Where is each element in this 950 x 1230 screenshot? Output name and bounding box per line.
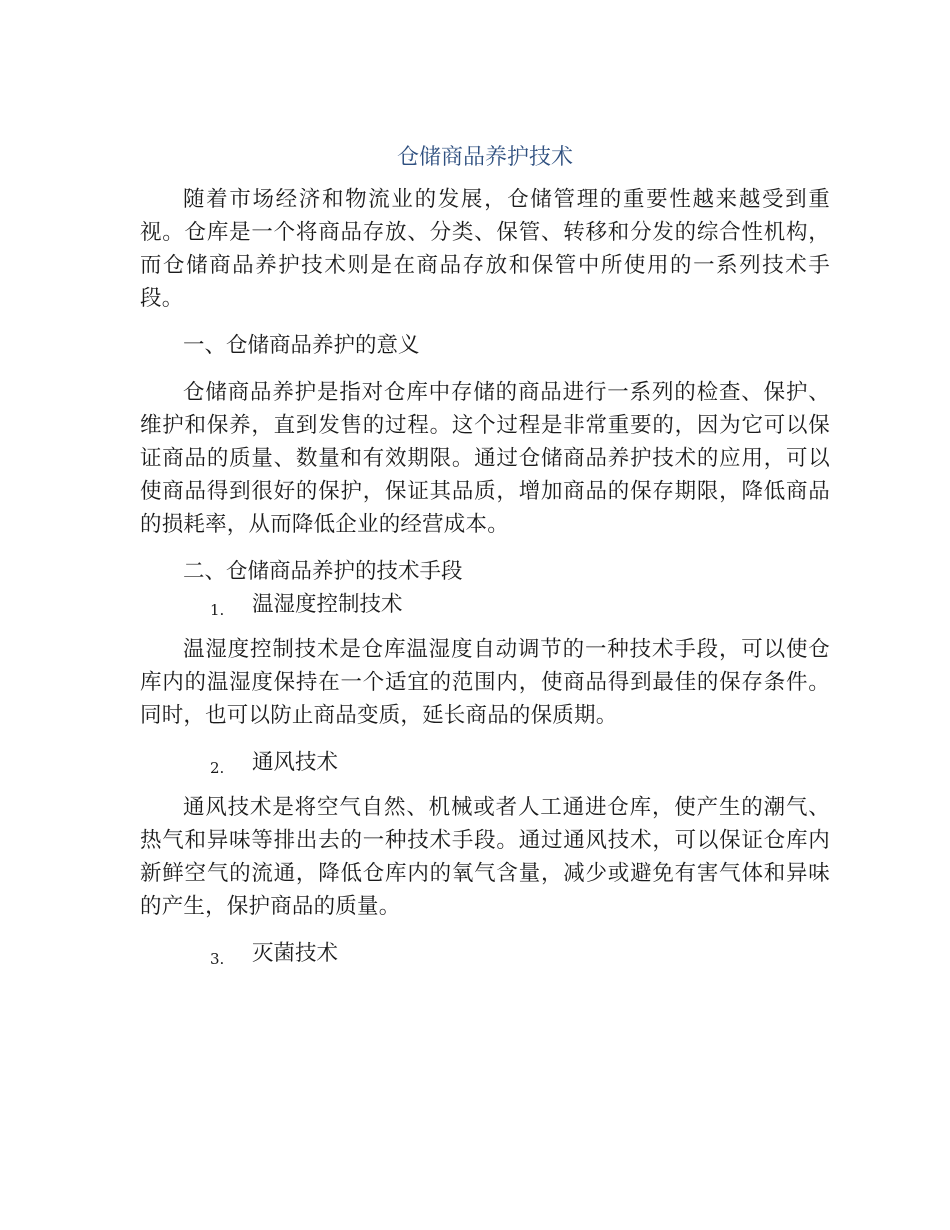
section-2-heading: 二、仓储商品养护的技术手段	[183, 559, 463, 584]
list-item-2-label: 通风技术	[252, 750, 339, 775]
list-item-3	[140, 937, 830, 970]
list-item-3-number: 3.	[210, 950, 225, 968]
list-item-2	[140, 746, 830, 779]
list-item-1-label: 温湿度控制技术	[252, 592, 403, 617]
document-body	[140, 143, 830, 982]
list-item-3-label: 灭菌技术	[252, 941, 339, 966]
list-item-1-number: 1.	[210, 601, 225, 619]
intro-paragraph: 随着市场经济和物流业的发展，仓储管理的重要性越来越受到重视。仓库是一个将商品存放、分类、保管、转移和分发的综合性机构，而仓储商品养护技术则是在商品存放和保管中所使用的一系列技术手段。	[140, 187, 830, 311]
document-title: 仓储商品养护技术	[396, 145, 573, 170]
list-item-1-paragraph: 温湿度控制技术是仓库温湿度自动调节的一种技术手段，可以使仓库内的温湿度保持在一个适宜的范围内，使商品得到最佳的保存条件。同时，也可以防止商品变质，延长商品的保质期。	[140, 637, 830, 728]
section-1-heading: 一、仓储商品养护的意义	[183, 333, 420, 358]
list-item-1	[140, 588, 830, 621]
list-item-2-number: 2.	[210, 759, 225, 777]
section-1-paragraph: 仓储商品养护是指对仓库中存储的商品进行一系列的检查、保护、维护和保养，直到发售的过程。这个过程是非常重要的，因为它可以保证商品的质量、数量和有效期限。通过仓储商品养护技术的应用，可以使商品得到很好的保护，保证其品质，增加商品的保存期限，降低商品的损耗率，从而降低企业的经营成本。	[140, 380, 830, 537]
list-item-2-paragraph: 通风技术是将空气自然、机械或者人工通进仓库，使产生的潮气、热气和异味等排出去的一种技术手段。通过通风技术，可以保证仓库内新鲜空气的流通，降低仓库内的氧气含量，减少或避免有害气体和异味的产生，保护商品的质量。	[140, 795, 830, 919]
